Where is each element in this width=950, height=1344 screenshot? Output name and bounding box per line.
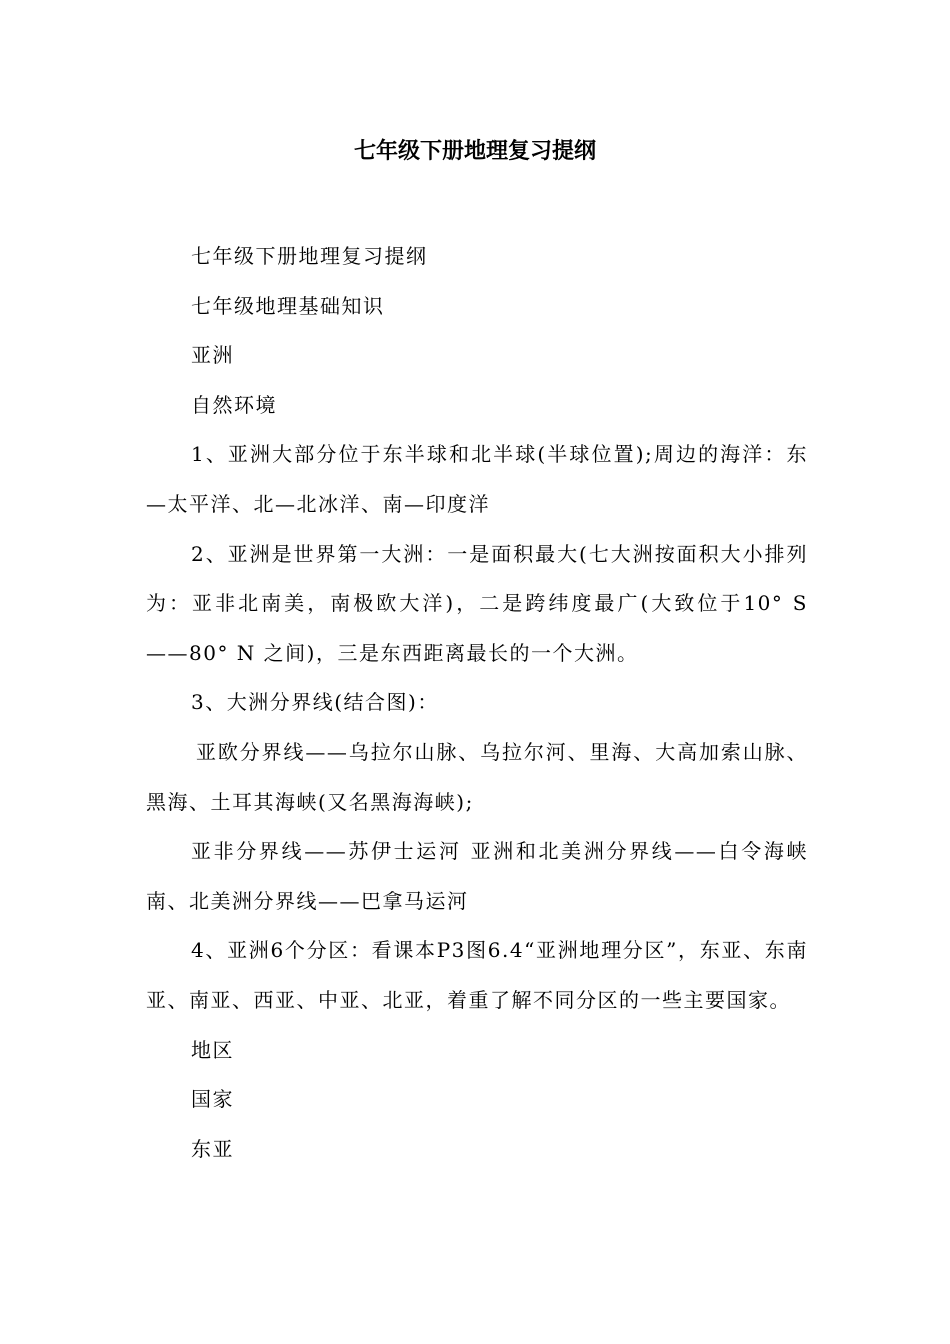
paragraph-east-asia-label: 东亚 (191, 1136, 234, 1161)
paragraph-point-1: 1、亚洲大部分位于东半球和北半球(半球位置);周边的海洋：东—太平洋、北—北冰洋、南—印度洋 (146, 442, 808, 516)
paragraph-natural-environment-heading: 自然环境 (191, 392, 277, 417)
paragraph-basics-heading: 七年级地理基础知识 (191, 293, 385, 318)
paragraph-asia-heading: 亚洲 (191, 343, 234, 368)
paragraph-asia-europe-boundary: 亚欧分界线——乌拉尔山脉、乌拉尔河、里海、大高加索山脉、黑海、土耳其海峡(又名黑海海峡); (146, 739, 808, 814)
paragraph-point-4: 4、亚洲6个分区：看课本P3图6.4“亚洲地理分区”，东亚、东南亚、南亚、西亚、中亚、北亚，着重了解不同分区的一些主要国家。 (146, 938, 808, 1012)
paragraph-asia-africa-boundary: 亚非分界线——苏伊士运河 亚洲和北美洲分界线——白令海峡 南、北美洲分界线——巴拿马运河 (146, 839, 808, 913)
paragraph-region-label: 地区 (191, 1037, 234, 1062)
document-body (146, 232, 808, 1174)
paragraph-point-2: 2、亚洲是世界第一大洲：一是面积最大(七大洲按面积大小排列为：亚非北南美，南极欧大洋)，二是跨纬度最广(大致位于10° S——80° N 之间)，三是东西距离最长的一个大洲。 (146, 541, 808, 665)
paragraph-point-3: 3、大洲分界线(结合图)： (191, 690, 439, 715)
document-title: 七年级下册地理复习提纲 (353, 139, 596, 164)
paragraph-country-label: 国家 (191, 1087, 234, 1112)
paragraph-outline-heading: 七年级下册地理复习提纲 (191, 244, 428, 268)
